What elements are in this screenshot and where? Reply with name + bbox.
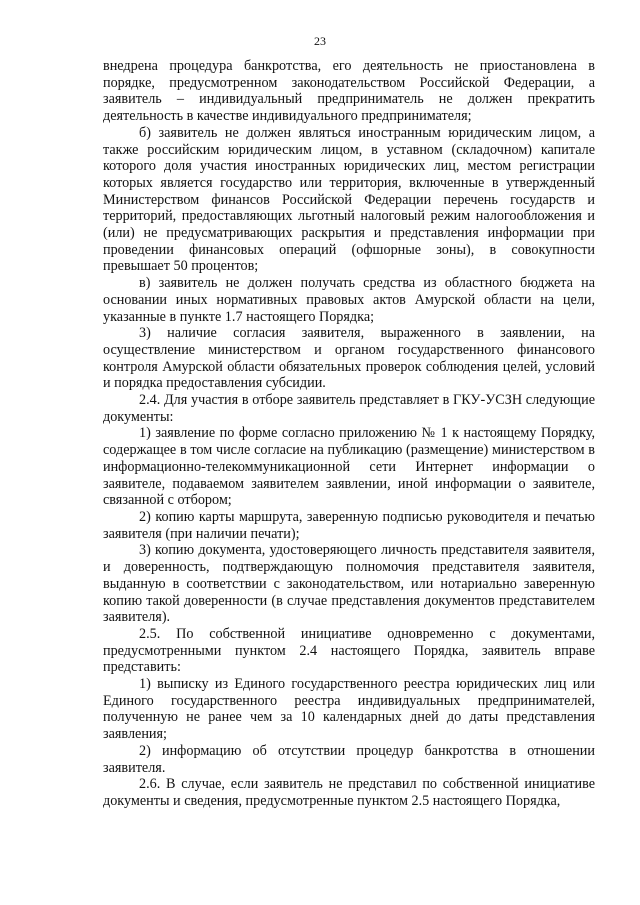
paragraph: 2) информацию об отсутствии процедур банкротства в отношении заявителя. [103,742,595,776]
paragraph: в) заявитель не должен получать средства из областного бюджета на основании иных нормативных правовых актов Амурской области на цели, указанные в пункте 1.7 настоящего Порядка; [103,275,595,325]
paragraph: б) заявитель не должен являться иностранным юридическим лицом, а также российским юридическим лицом, в уставном (складочном) капитале которого доля участия иностранных юридических лиц, местом регистрации которых является государство или территория, включенные в утвержденный Министерством финансов Российской Федерации перечень государств и территорий, предоставляющих льготный налоговый режим налогообложения и (или) не предусматривающих раскрытия и представления информации при проведении финансовых операций (офшорные зоны), в совокупности превышает 50 процентов; [103,124,595,275]
page-number: 23 [314,34,326,48]
paragraph: 2.5. По собственной инициативе одновременно с документами, предусмотренными пунктом 2.4 настоящего Порядка, заявитель вправе представить: [103,625,595,676]
paragraph: 1) заявление по форме согласно приложению № 1 к настоящему Порядку, содержащее в том числе согласие на публикацию (размещение) министерством в информационно-телекоммуникационной сети Интернет информации о заявителе, подаваемом заявителем заявлении, иной информации о заявителе, связанной с отбором; [103,425,595,509]
paragraph: 1) выписку из Единого государственного реестра юридических лиц или Единого государственного реестра индивидуальных предпринимателей, полученную не ранее чем за 10 календарных дней до даты представления заявления; [103,676,595,743]
paragraph: 3) копию документа, удостоверяющего личность представителя заявителя, и доверенность, подтверждающую полномочия представителя заявителя, выданную в соответствии с законодательством, или нотариально заверенную копию такой доверенности (в случае представления документов представителем заявителя). [103,542,595,626]
paragraph: внедрена процедура банкротства, его деятельность не приостановлена в порядке, предусмотренном законодательством Российской Федерации, а заявитель – индивидуальный предприниматель не должен прекратить деятельность в качестве индивидуального предпринимателя; [103,58,595,125]
paragraph: 2.6. В случае, если заявитель не представил по собственной инициативе документы и сведения, предусмотренные пунктом 2.5 настоящего Порядка, [103,776,595,809]
paragraph: 3) наличие согласия заявителя, выраженного в заявлении, на осуществление министерством и органом государственного финансового контроля Амурской области обязательных проверок соблюдения целей, условий и порядка предоставления субсидии. [103,325,595,392]
document-body [103,58,595,810]
paragraph: 2.4. Для участия в отборе заявитель представляет в ГКУ-УСЗН следующие документы: [103,392,595,425]
paragraph: 2) копию карты маршрута, заверенную подписью руководителя и печатью заявителя (при наличии печати); [103,508,595,542]
